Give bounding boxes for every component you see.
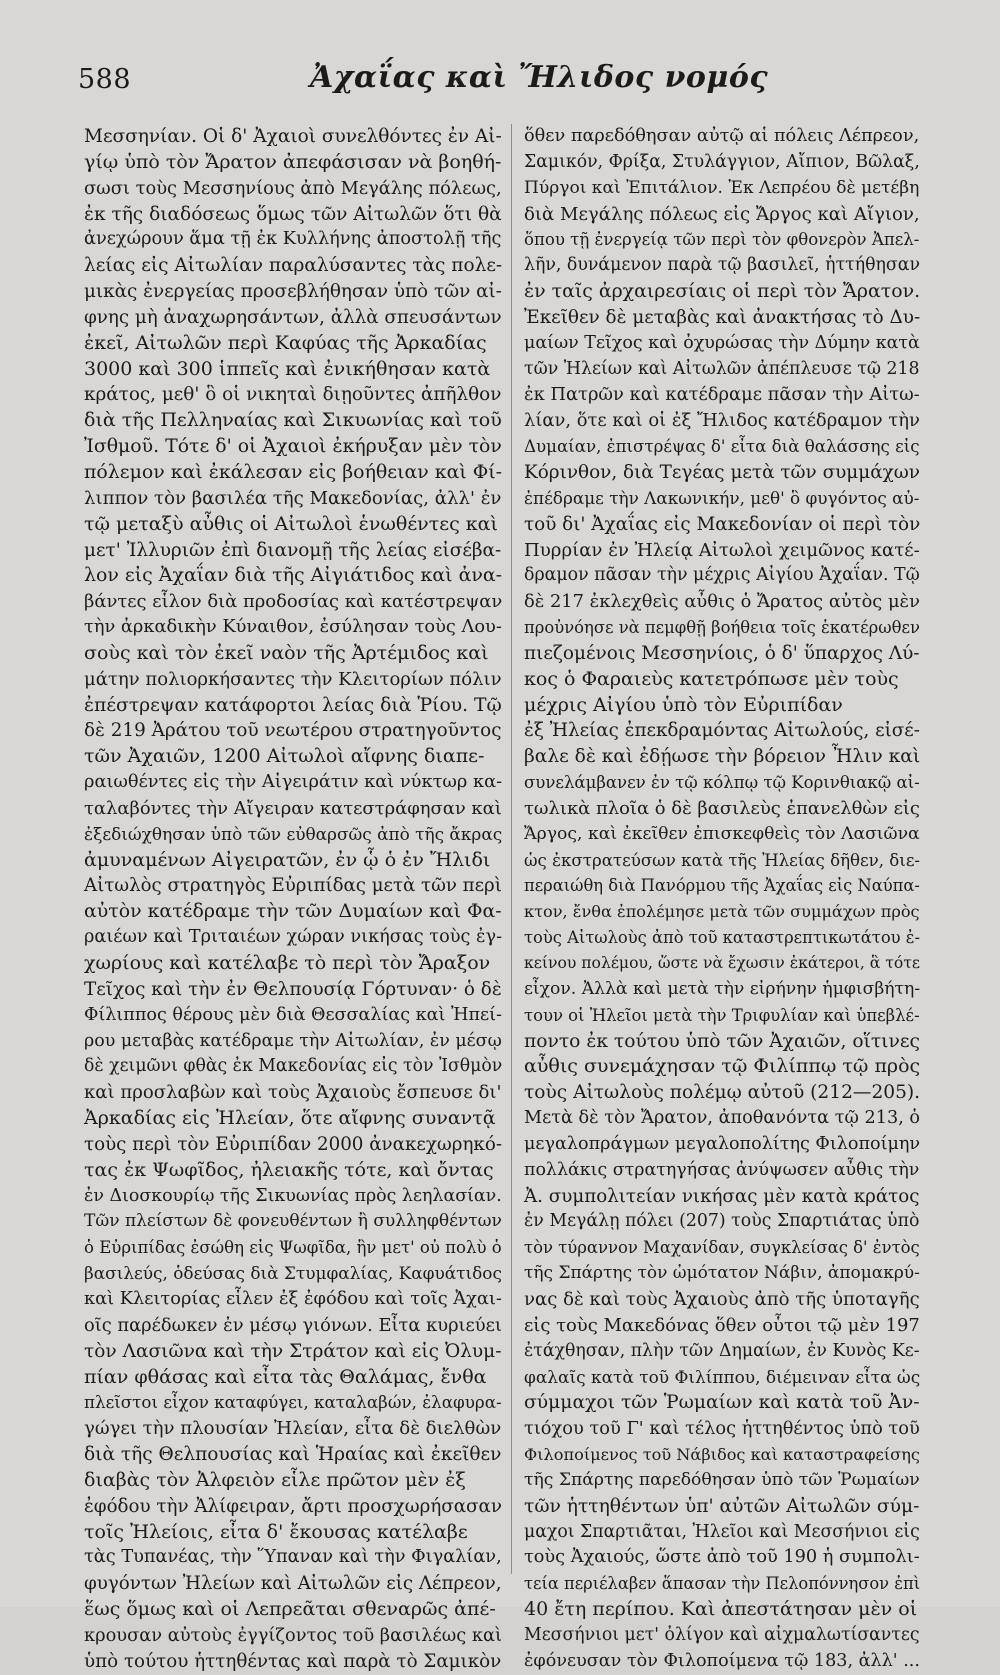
text-line: κείνου πολέμου, ὥστε νὰ ἔχωσιν ἑκάτεροι, ἃ τότε [524,954,921,972]
text-line: ὡς ἐκστρατεύσων κατὰ τῆς Ἠλείας δῆθεν, διε- [524,850,921,870]
text-line: Κόρινθον, διὰ Τεγέας μετὰ τῶν συμμάχων [524,461,920,483]
text-line: ἐν Μεγάλῃ πόλει (207) τοὺς Σπαρτιάτας ὑπὸ [524,1211,920,1232]
text-line: Αἰτωλὸς στρατηγὸς Εὐριπίδας μετὰ τῶν περὶ [84,875,502,897]
text-line: ἐπέδραμε τὴν Λακωνικήν, μεθ' ὃ φυγόντος αὐ- [524,487,920,508]
text-line: ταλαβόντες τὴν Αἴγειραν κατεστράφησαν καὶ [84,797,502,819]
text-line: πιεζομένοις Μεσσηνίοις, ὁ δ' ὕπαρχος Λύ- [524,642,920,664]
text-line: μέχρις Αἰγίου ὑπὸ τὸν Εὐριπίδαν [524,693,843,716]
right-text-column [524,124,921,1671]
text-line: Ἰσθμοῦ. Τότε δ' οἱ Ἀχαιοὶ ἐκήρυξαν μὲν τὸν [84,435,502,458]
text-line: δὲ 219 Ἀράτου τοῦ νεωτέρου στρατηγοῦντος [84,720,502,742]
text-line: διὰ Μεγάλης πόλεως εἰς Ἄργος καὶ Αἴγιον, [524,203,920,225]
text-line: τουν οἱ Ἠλεῖοι μετὰ τὴν Τριφυλίαν καὶ ὑπεβλέ- [524,1005,920,1025]
text-line: διὰ τῆς Θελπουσίας καὶ Ἡραίας καὶ ἐκεῖθεν [84,1444,502,1466]
text-line: διὰ τῆς Πελληναίας καὶ Σικυωνίας καὶ τοῦ [84,409,502,432]
text-line: κτον, ἔνθα ἐπολέμησε μετὰ τῶν συμμάχων πρὸς [524,902,920,922]
text-line: καὶ Κλειτορίας εἷλεν ἐξ ἐφόδου καὶ τοῖς Ἀχαι- [84,1288,502,1309]
text-line: τῶν ἡττηθέντων ὑπ' αὐτῶν Αἰτωλῶν σύμ- [524,1495,920,1517]
text-line: ὅπου τῇ ἐνεργείᾳ τῶν περὶ τὸν φθονερὸν Ἀπελ- [524,230,920,250]
text-line: κος ὁ Φαραιεὺς κατετρόπωσε μὲν τοὺς [524,667,899,690]
text-line: ἐφόνευσαν τὸν Φιλοποίμενα τῷ 183, ἀλλ' ... [524,1650,920,1671]
text-line: ἐκ τῆς διαδόσεως ὅμως τῶν Αἰτωλῶν ὅτι θὰ [84,203,502,225]
text-line: διαβὰς τὸν Ἀλφειὸν εἷλε πρῶτον μὲν ἐξ [84,1468,466,1491]
text-line: πίαν φθάσας καὶ εἶτα τὰς Θαλάμας, ἔνθα [84,1365,487,1388]
text-line: ὑπὸ τούτου ἡττηθέντας καὶ παρὰ τὸ Σαμικὸν [84,1650,502,1672]
text-line: ἕως ὅμως καὶ οἱ Λεπρεᾶται σθεναρῶς ἀπέ- [84,1598,496,1621]
text-line: λιππον τὸν βασιλέα τῆς Μακεδονίας, ἀλλ' ἐν [84,487,502,509]
text-line: ὅθεν παρεδόθησαν αὐτῷ αἱ πόλεις Λέπρεον, [524,126,920,146]
text-line: Δυμαίαν, ἐπιστρέψας δ' εἶτα διὰ θαλάσσης εἰς [524,437,920,457]
text-line: βαλε δὲ καὶ ἐδῄωσε τὴν βόρειον Ἦλιν καὶ [524,746,921,768]
text-line: λον εἰς Ἀχαΐαν διὰ τῆς Αἰγιάτιδος καὶ ἀνα- [84,564,503,587]
text-line: Πυρρίαν ἐν Ἠλείᾳ Αἰτωλοὶ χειμῶνος κατέ- [524,539,920,561]
text-line: οῖς παρέδωκεν ἐν μέσῳ γιόνων. Εἶτα κυριεύει [84,1314,502,1336]
column-divider [511,124,512,1574]
text-line: γώγει τὴν πλουσίαν Ἠλείαν, εἶτα δὲ διελθὼν [84,1418,502,1440]
text-line: Πύργοι καὶ Ἐπιτάλιον. Ἐκ Λεπρέου δὲ μετέβη [524,177,920,198]
text-line: χωρίους καὶ κατέλαβε τὸ περὶ τὸν Ἄραξον [84,952,491,974]
text-line: τὸν τύραννον Μαχανίδαν, συγκλείσας δ' ἐντὸς [524,1238,920,1258]
text-line: βασιλεύς, ὁδεύσας διὰ Στυμφαλίας, Καφυάτιδος [84,1263,502,1284]
text-line: Μετὰ δὲ τὸν Ἄρατον, ἀποθανόντα τῷ 213, ὁ [524,1108,921,1129]
text-line: μετ' Ἰλλυριῶν ἐπὶ διανομῇ τῆς λείας εἰσέβα- [84,539,502,561]
text-line: τὴν ἀρκαδικὴν Κύναιθον, ἐσύλησαν τοὺς Λου- [84,617,502,638]
text-line: τῆς Σπάρτης τὸν ὠμότατον Νάβιν, ἀπομακρύ- [524,1263,920,1284]
text-line: ἐκεῖ, Αἰτωλῶν περὶ Καφύας τῆς Ἀρκαδίας [84,331,487,354]
text-line: πλεῖστοι εἶχον καταφύγει, καταλαβών, ἐλαφυρα- [84,1392,502,1413]
text-line: δὲ 217 ἐκλεχθεὶς αὖθις ὁ Ἄρατος αὐτὸς μὲν [524,591,920,613]
text-line: ἐκ Πατρῶν καὶ κατέδραμε πᾶσαν τὴν Αἰτω- [524,384,920,406]
text-line: τὸν Λασιῶνα καὶ τὴν Στράτον καὶ εἰς Ὀλυμ- [84,1340,502,1362]
text-line: λείας εἰς Αἰτωλίαν παραλύσαντες τὰς πολε- [84,255,503,277]
text-line: 40 ἔτη περίπου. Καὶ ἀπεστάτησαν μὲν οἱ [524,1598,918,1621]
text-line: ἐπέστρεψαν κατάφορτοι λείας διὰ Ῥίου. Τῷ [84,694,502,716]
running-title: Ἀχαΐας καὶ Ἤλιδος νομός [310,60,769,95]
text-line: Φιλοποίμενος τοῦ Νάβιδος καὶ καταστραφείσης [524,1445,920,1465]
text-line: καὶ προσλαβὼν καὶ τοὺς Ἀχαιοὺς ἔσπευσε δι' [84,1082,502,1104]
text-line: αὖθις συνεμάχησαν τῷ Φιλίππῳ τῷ πρὸς [524,1055,921,1078]
text-line: κράτος, μεθ' ὃ οἱ νικηταὶ διῃοῦντες ἀπῆλθον [84,384,502,406]
text-line: ἐν Διοσκουρίῳ τῆς Σικυωνίας πρὸς λεηλασίαν. [84,1185,502,1206]
text-line: τιόχου τοῦ Γ' καὶ τέλος ἡττηθέντος ὑπὸ τοῦ [524,1418,920,1440]
text-line: σύμμαχοι τῶν Ῥωμαίων καὶ κατὰ τοῦ Ἀν- [524,1392,920,1414]
text-line: τῶν Ἠλείων καὶ Αἰτωλῶν ἀπέπλευσε τῷ 218 [524,358,920,379]
text-line: ἐξ Ἠλείας ἐπεκδραμόντας Αἰτωλούς, εἰσέ- [524,720,920,742]
text-line: τῆς Σπάρτης παρεδόθησαν ὑπὸ τῶν Ῥωμαίων [524,1469,920,1490]
text-line: Σαμικόν, Φρίξα, Στυλάγγιον, Αἴπιον, Βῶλαξ, [524,151,920,172]
text-line: τοῖς Ἠλείοις, εἶτα δ' ἔκουσας κατέλαβε [84,1520,468,1543]
text-line: τοῦ δι' Ἀχαΐας εἰς Μακεδονίαν οἱ περὶ τὸν [524,513,921,535]
text-line: φνης μὴ ἀναχωρησάντων, ἀλλὰ σπευσάντων [84,306,502,328]
text-line: μαίων Τεῖχος καὶ ὀχυρώσας τὴν Δύμην κατὰ [524,332,920,353]
text-line: Μεσσηνίαν. Οἱ δ' Ἀχαιοὶ συνελθόντες ἐν Αἰ- [84,126,502,147]
text-line: Τῶν πλείστων δὲ φονευθέντων ἢ συλληφθέντων [84,1211,502,1232]
text-line: τοὺς περὶ τὸν Εὐριπίδαν 2000 ἀνακεχωρηκό- [84,1133,502,1155]
text-line: φαλαῖς κατὰ τοῦ Φιλίππου, διέμειναν εἶτα ὡς [524,1366,921,1387]
text-line: γίῳ ὑπὸ τὸν Ἄρατον ἀπεφάσισαν νὰ βοηθή- [84,150,502,173]
text-line: δραμον πᾶσαν τὴν μέχρις Αἰγίου Ἀχαΐαν. Τῷ [524,565,920,586]
text-line: ραιωθέντες εἰς τὴν Αἰγειράτιν καὶ νύκτωρ κα- [84,772,503,793]
text-line: ἐξεδιώχθησαν ὑπὸ τῶν εὐθαρσῶς ἀπὸ τῆς ἄκρας [84,823,503,844]
text-line: ἐν ταῖς ἀρχαιρεσίαις οἱ περὶ τὸν Ἄρατον. [524,280,921,303]
text-line: συνελάμβανεν ἐν τῷ κόλπῳ τῷ Κορινθιακῷ αἰ- [524,773,920,793]
text-line: Ἄργος, καὶ ἐκεῖθεν ἐπισκεφθεὶς τὸν Λασιῶνα [524,823,920,844]
left-text-column [84,124,503,1672]
page-header [78,60,938,104]
text-line: κρουσαν αὐτοὺς ἐγγίζοντος τοῦ βασιλέως καὶ [84,1624,502,1646]
text-line: Τεῖχος καὶ τὴν ἐν Θελπουσίᾳ Γόρτυναν· ὁ δὲ [84,978,502,1000]
text-line: περαιώθη διὰ Πανόρμου τῆς Ἀχαΐας εἰς Ναύπα- [524,876,920,896]
text-line: προὐνόησε νὰ πεμφθῇ βοήθεια τοῖς ἑκατέρωθεν [524,618,920,638]
text-line: λίαν, ὅτε καὶ οἱ ἐξ Ἤλιδος κατέδραμον τὴν [524,410,920,432]
text-line: Φίλιππος θέρους μὲν διὰ Θεσσαλίας καὶ Ἠπεί- [84,1004,502,1025]
text-line: σοὺς καὶ τὸν ἐκεῖ ναὸν τῆς Ἀρτέμιδος καὶ [84,641,489,664]
text-line: τας ἐκ Ψωφῖδος, ἠλειακῆς τότε, καὶ ὄντας [84,1158,494,1181]
text-line: εἰς τοὺς Μακεδόνας ὅθεν οὗτοι τῷ μὲν 197 [524,1314,920,1336]
text-line: ποντο ἐκ τούτου ὑπὸ τῶν Ἀχαιῶν, οἵτινες [524,1030,920,1052]
text-line: βάντες εἷλον διὰ προδοσίας καὶ κατέστρεψαν [84,591,503,613]
text-line: Ἀ. συμπολιτείαν νικήσας μὲν κατὰ κράτος [524,1185,920,1207]
text-line: πόλεμον καὶ ἐκάλεσαν εἰς βοήθειαν καὶ Φί- [84,460,503,483]
text-line: πολλάκις στρατηγήσας ἀνύψωσεν αὖθις τὴν [524,1159,920,1180]
text-line: τεία περιέλαβεν ἅπασαν τὴν Πελοπόννησον ἐπὶ [524,1574,921,1594]
text-line: μεγαλοπράγμων μεγαλοπολίτης Φιλοποίμην [524,1133,921,1154]
text-line: ἐφόδου τὴν Ἀλίφειραν, ἄρτι προσχωρήσασαν [84,1495,502,1517]
text-line: λῆν, δυνάμενον παρὰ τῷ βασιλεῖ, ἡττήθησαν [524,255,921,276]
page-number: 588 [78,64,132,95]
text-line: Ἀρκαδίας εἰς Ἠλείαν, ὅτε αἴφνης συναντᾷ [84,1107,496,1130]
text-line: ρου μεταβὰς κατέδραμε τὴν Αἰτωλίαν, ἐν μέσῳ [84,1030,502,1051]
text-line: τῶν Ἀχαιῶν, 1200 Αἰτωλοὶ αἴφνης διαπε- [84,745,485,768]
text-line: ἀνεχώρουν ἅμα τῇ ἐκ Κυλλήνης ἀποστολῇ τῆς [84,229,502,250]
text-line: μαχοι Σπαρτιᾶται, Ἠλεῖοι καὶ Μεσσήνιοι εἰς [524,1521,920,1542]
text-line: ραιέων καὶ Τριταιέων χώραν νικήσας τοὺς ἐγ- [84,927,503,948]
text-line: μικὰς ἐνεργείας προσεβλήθησαν ὑπὸ τῶν αἰ- [84,281,502,303]
text-line: μάτην πολιορκήσαντες τὴν Κλειτορίων πόλιν [84,668,502,690]
text-line: ὁ Εὐριπίδας ἐσώθη εἰς Ψωφῖδα, ἣν μετ' οὐ πολὺ ὁ [84,1238,502,1258]
text-line: δὲ χειμῶνι φθὰς ἐκ Μακεδονίας εἰς τὸν Ἰσθμὸν [84,1056,503,1077]
text-line: Ἐκεῖθεν δὲ μεταβὰς καὶ ἀνακτήσας τὸ Δυ- [524,306,921,328]
text-line: τοὺς Ἀχαιούς, ὥστε ἀπὸ τοῦ 190 ἡ συμπολι- [524,1547,920,1568]
text-line: τῷ μεταξὺ αὖθις οἱ Αἰτωλοὶ ἑνωθέντες καὶ [84,512,498,535]
text-line: τωλικὰ πλοῖα ὁ δὲ βασιλεὺς ἐπανελθὼν εἰς [524,797,920,819]
text-line: τοὺς Αἰτωλοὺς ἀπὸ τοῦ καταστρεπτικωτάτου ἐ- [524,928,921,948]
text-line: ἀμυναμένων Αἰγειρατῶν, ἐν ᾧ ὁ ἐν Ἤλιδι [84,848,491,871]
text-line: τοὺς Αἰτωλοὺς πολέμῳ αὐτοῦ (212—205). [524,1082,921,1104]
text-line: σωσι τοὺς Μεσσηνίους ἀπὸ Μεγάλης πόλεως, [84,177,502,199]
text-line: νας δὲ καὶ τοὺς Ἀχαιοὺς ἀπὸ τῆς ὑποταγῆς [524,1288,920,1310]
text-line: τὰς Τυπανέας, τὴν Ὕπαναν καὶ τὴν Φιγαλίαν, [84,1547,502,1568]
text-line: 3000 καὶ 300 ἱππεῖς καὶ ἐνικήθησαν κατὰ [84,357,491,380]
text-line: ἐτάχθησαν, πλὴν τῶν Δημαίων, ἐν Κυνὸς Κε- [524,1340,920,1361]
text-line: Μεσσήνιοι μετ' ὀλίγον καὶ αἰχμαλωτίσαντες [524,1624,920,1645]
text-line: αὐτὸν κατέδραμε τὴν τῶν Δυμαίων καὶ Φα- [84,900,502,923]
text-line: εἶχον. Ἀλλὰ καὶ μετὰ τὴν εἰρήνην ἡμφισβήτη- [524,978,921,999]
text-line: φυγόντων Ἠλείων καὶ Αἰτωλῶν εἰς Λέπρεον, [84,1573,502,1595]
